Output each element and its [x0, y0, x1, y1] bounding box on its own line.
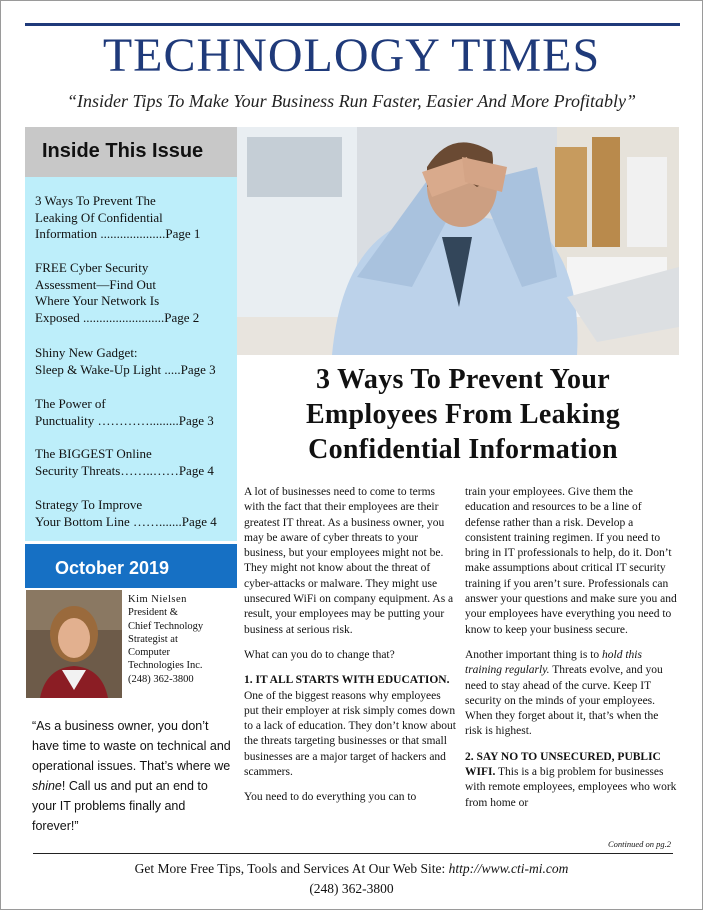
toc-line: Sleep & Wake-Up Light .....Page 3	[35, 361, 216, 377]
toc-line: The BIGGEST Online	[35, 446, 152, 461]
quote-text-end: ! Call us and put an end to your IT problems finally and forever!”	[32, 779, 208, 833]
toc-item-1	[35, 193, 231, 243]
toc-line: Punctuality ………….........Page 3	[35, 412, 214, 428]
toc-line: Security Threats……..……Page 4	[35, 462, 214, 478]
sidebar-heading-text: Inside This Issue	[42, 140, 204, 162]
paragraph: train your employees. Give them the education and resources to be a line of defense rather than a risk. Develop a consistent training regimen. If you need to bring in IT professionals to help, do it. Don’t make assumptions about critical IT security training if you aren’t sure. Professionals can answer your questions and make sure you and your employees have everything you need to know to keep your business secure.	[465, 486, 677, 636]
toc-line: Shiny New Gadget:	[35, 345, 138, 360]
text: Another important thing is to	[465, 648, 603, 661]
section-body: This is a big problem for businesses with remote employees, employees who work from home or	[465, 766, 677, 809]
toc-item-4	[35, 396, 231, 429]
headline-line: 3 Ways To Prevent Your	[316, 364, 610, 395]
tagline: “Insider Tips To Make Your Business Run Faster, Easier And More Profitably”	[66, 91, 637, 111]
paragraph: You need to do everything you can to	[244, 791, 417, 804]
footer-website-line	[0, 861, 703, 877]
footer-rule	[33, 853, 673, 854]
section-heading: 1. IT ALL STARTS WITH EDUCATION.	[244, 674, 450, 687]
footer-phone: (248) 362-3800	[309, 881, 394, 896]
bio-line: President &	[128, 607, 178, 619]
bio-line: Chief Technology	[128, 620, 204, 632]
author-photo	[26, 590, 122, 698]
bio-line: Strategist at	[128, 633, 178, 645]
emphasis: hold this training regularly.	[465, 648, 642, 677]
paragraph-section-2	[465, 750, 677, 811]
quote-text: “As a business owner, you don’t have time to waste on technical and operational issues. That’s where we	[32, 719, 231, 773]
paragraph: What can you do to change that?	[244, 648, 395, 661]
toc-item-5	[35, 446, 231, 479]
issue-month: October 2019	[55, 558, 170, 578]
masthead-rule	[25, 23, 680, 26]
hero-image-stressed-man	[237, 127, 679, 355]
author-bio	[128, 593, 238, 686]
author-name: Kim Nielsen	[128, 594, 187, 605]
bio-line: Computer	[128, 647, 170, 659]
article-headline	[258, 362, 668, 467]
toc-item-2	[35, 260, 231, 326]
toc-line: 3 Ways To Prevent The	[35, 193, 156, 208]
toc-line: Where Your Network Is	[35, 293, 160, 308]
author-quote	[32, 716, 232, 836]
paragraph-section-1	[244, 673, 456, 780]
newsletter-title: TECHNOLOGY TIMES	[102, 29, 601, 82]
section-heading: 2. SAY NO TO UNSECURED, PUBLIC WIFI.	[465, 750, 661, 779]
website-link[interactable]: http://www.cti-mi.com	[448, 861, 569, 876]
article-column-2	[465, 485, 677, 821]
toc-line: Leaking Of Confidential	[35, 209, 163, 225]
toc-line: Your Bottom Line …….......Page 4	[35, 513, 217, 529]
paragraph: A lot of businesses need to come to terms with the fact that their employees are their greatest IT threat. As a business owner, you may be aware of cyber threats to your business, but your employees might not be. They might not know about the threat of cyber-attacks or malware. They might use unsecured WiFi on company equipment. As a result, your employees may be putting your business at serious risk.	[244, 486, 454, 636]
toc-item-3	[35, 345, 231, 378]
issue-month-banner	[25, 544, 237, 588]
headline-line: Confidential Information	[308, 434, 618, 465]
toc-item-6	[35, 497, 231, 530]
footer-text: Get More Free Tips, Tools and Services At Our Web Site:	[134, 861, 449, 876]
author-phone: (248) 362-3800	[128, 673, 194, 685]
table-of-contents	[25, 177, 237, 541]
headline-line: Employees From Leaking	[305, 399, 621, 430]
section-body: One of the biggest reasons why employees put their employer at risk simply comes down to a lack of education. They don’t know about the threats targeting businesses or that small businesses are a major target of hackers and scammers.	[244, 689, 456, 779]
toc-line: Exposed .........................Page 2	[35, 309, 200, 325]
bio-line: Technologies Inc.	[128, 660, 203, 672]
quote-emphasis: shine	[32, 779, 62, 793]
toc-line: Assessment—Find Out	[35, 276, 156, 292]
paragraph	[465, 648, 677, 740]
toc-line: Strategy To Improve	[35, 497, 143, 512]
sidebar-heading	[25, 127, 237, 177]
text: Threats evolve, and you need to stay ahead of the curve. Keep IT security on the minds of your employees. When they forget about it, that’s when the risk is highest.	[465, 664, 663, 738]
toc-line: The Power of	[35, 396, 106, 411]
continued-note: Continued on pg.2	[608, 839, 672, 849]
toc-line: FREE Cyber Security	[35, 260, 149, 275]
toc-line: Information ....................Page 1	[35, 226, 201, 241]
article-column-1	[244, 485, 456, 816]
